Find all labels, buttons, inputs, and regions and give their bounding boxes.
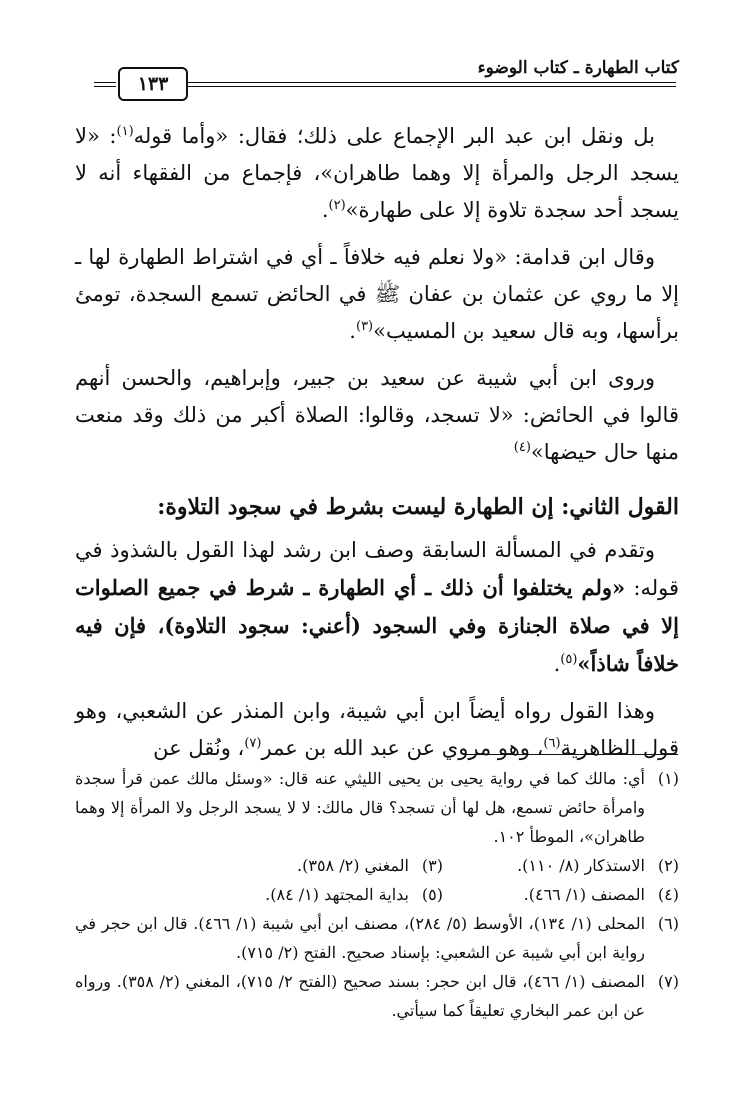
quotation-text: «ولم يختلفوا أن ذلك ـ أي الطهارة ـ شرط في جميع الصلوات إلا في صلاة الجنازة وفي السجود (أعني: سجود التلاوة)، فإن فيه خلافاً شاذاً» [75,575,679,676]
footnote-number: (٥) [421,885,443,904]
paragraph [75,118,679,229]
footnote-number: (٢) [657,856,679,875]
paragraph [75,532,679,683]
paragraph-text: وروى ابن أبي شيبة عن سعيد بن جبير، وإبراهيم، والحسن أنهم قالوا في الحائض: «لا تسجد، وقالوا: الصلاة أكبر من ذلك وقد منعت منها حال حيضها» [75,366,679,464]
footnote-text: المصنف (١/ ٤٦٦)، قال ابن حجر: بسند صحيح (الفتح ٢/ ٧١٥)، المغني (٢/ ٣٥٨). ورواه عن ابن عمر البخاري تعليقاً كما سيأتي. [75,972,645,1020]
footnote [207,880,443,909]
footnote-number: (٧) [657,972,679,991]
paragraph-text: : «لا يسجد الرجل والمرأة إلا وهما طاهران»، فإجماع من الفقهاء أنه لا يسجد أحد سجدة تلاوة إلا على طهارة» [75,124,679,222]
footnote-ref: (٣) [355,319,374,334]
footnote [75,764,679,851]
footnote-text: المحلى (١/ ١٣٤)، الأوسط (٥/ ٢٨٤)، مصنف ابن أبي شيبة (١/ ٤٦٦). قال ابن حجر في رواية ابن أبي شيبة عن الشعبي: بإسناد صحيح. الفتح (٢/ ٧١٥). [75,914,646,962]
paragraph-text: . [349,319,356,343]
footnote-ref: (٦) [543,736,561,751]
footnote-row [75,880,679,909]
footnote-separator [466,754,678,755]
footnote-text: الاستذكار (٨/ ١١٠). [517,856,645,875]
footnote-ref: (٥) [560,652,578,667]
paragraph-text: . [321,198,329,222]
paragraph-text: وتقدم في المسألة السابقة وصف ابن رشد لهذا القول بالشذوذ في قوله: [75,538,679,600]
header-rule [188,86,676,87]
footnote-number: (٦) [657,914,679,933]
footnote-number: (٤) [657,885,679,904]
footnote-row [75,851,679,880]
footnote-number: (١) [657,769,679,788]
paragraph-text: ، وهو مروي عن عبد الله بن عمر [261,736,544,760]
footnote [443,851,679,880]
footnote-ref: (١) [116,124,134,139]
paragraph-text: ، ونُقل عن [153,736,245,760]
running-head: كتاب الطهارة ـ كتاب الوضوء [477,58,679,78]
footnote-ref: (٧) [244,736,262,751]
footnote-text: أي: مالك كما في رواية يحيى بن يحيى الليثي عنه قال: «وسئل مالك عمن قرأ سجدة وامرأة حائض تسمع، هل لها أن تسجد؟ قال مالك: لا لا يسجد الرجل ولا المرأة إلا وهما طاهران»، الموطأ ١٠٢. [75,769,645,846]
header-rule [188,82,676,83]
footnote [75,967,679,1025]
footnote-ref: (٢) [328,198,346,213]
paragraph-text: وهذا القول رواه أيضاً ابن أبي شيبة، وابن المنذر عن الشعبي، وهو قول الظاهرية [75,699,679,760]
header-rule [94,82,116,83]
footnote-ref: (٤) [513,440,531,455]
footnote-text: بداية المجتهد (١/ ٨٤). [265,885,409,904]
footnote-number: (٣) [421,856,443,875]
footnote [443,880,679,909]
section-heading: القول الثاني: إن الطهارة ليست بشرط في سجود التلاوة: [157,494,679,520]
footnote-text: المغني (٢/ ٣٥٨). [297,856,409,875]
header-rule [94,86,116,87]
paragraph-text: بل ونقل ابن عبد البر الإجماع على ذلك؛ فقال: «وأما قوله [133,124,655,148]
main-text [75,118,679,767]
paragraph [75,360,679,471]
paragraph [75,239,679,350]
page-number: ١٣٣ [118,67,188,101]
footnote [207,851,443,880]
footnote [75,909,679,967]
paragraph-text: وقال ابن قدامة: «ولا نعلم فيه خلافاً ـ أي في اشتراط الطهارة لها ـ إلا ما روي عن عثمان بن عفان ﷺ في الحائض تسمع السجدة، تومئ برأسها، وبه قال سعيد بن المسيب» [75,245,679,343]
paragraph [75,693,679,767]
footnote-text: المصنف (١/ ٤٦٦). [523,885,645,904]
footnotes [75,764,679,1025]
paragraph-text: . [553,652,561,676]
